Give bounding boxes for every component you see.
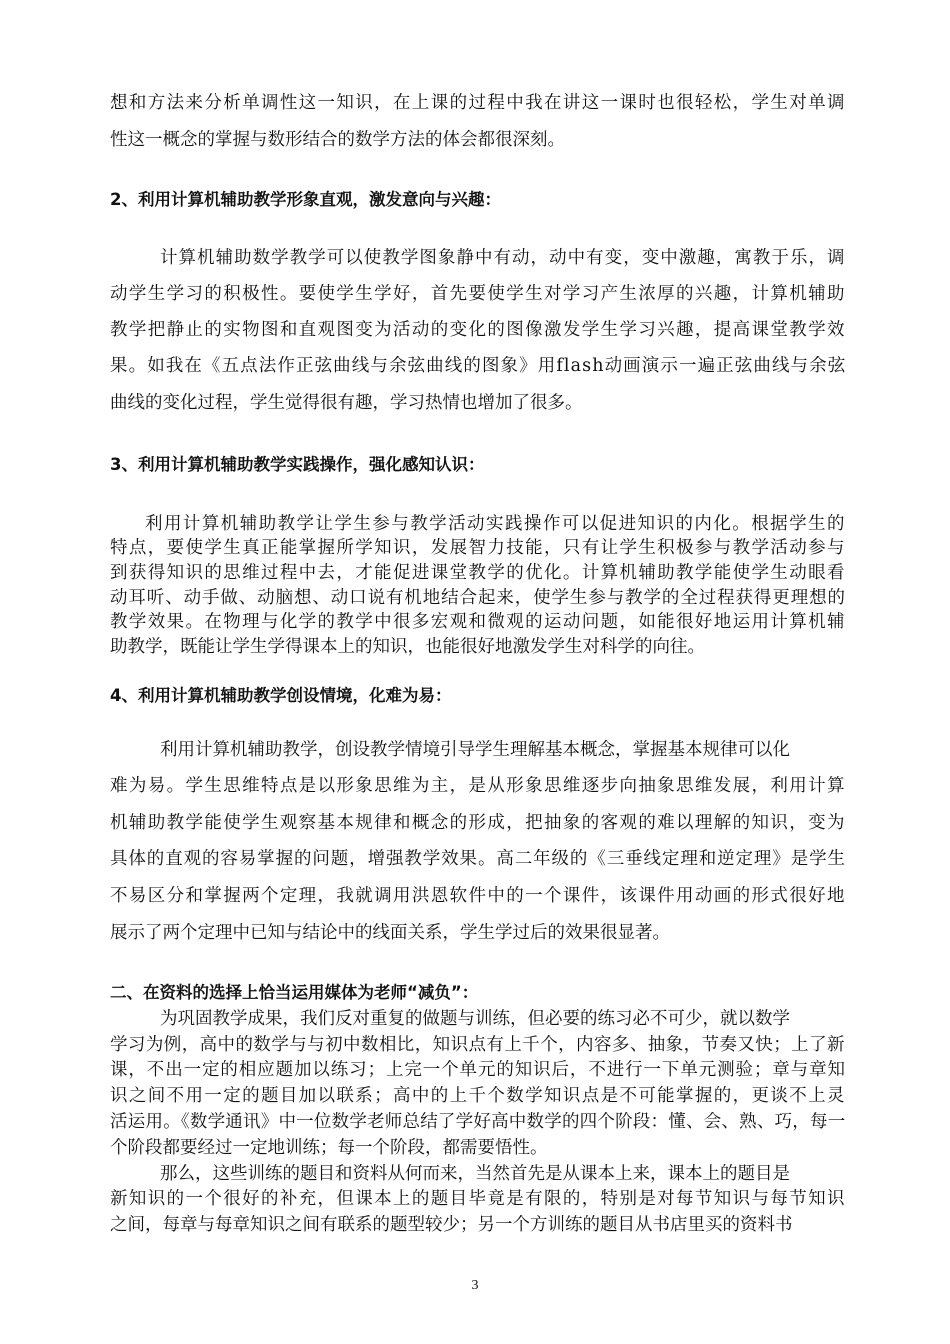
paragraph-line: 助教学，既能让学生学得课本上的知识，也能很好地激发学生对科学的向往。	[110, 637, 705, 657]
section-heading: 二、在资料的选择上恰当运用媒体为老师“减负”：	[110, 983, 479, 1002]
paragraph-line: 教学把静止的实物图和直观图变为活动的变化的图像激发学生学习兴趣，提高课堂教学效	[110, 320, 846, 340]
paragraph-line: 难为易。学生思维特点是以形象思维为主，是从形象思维逐步向抽象思维发展，利用计算	[110, 776, 846, 796]
paragraph-line: 动学生学习的积极性。要使学生学好，首先要使学生对学习产生浓厚的兴趣，计算机辅助	[110, 284, 846, 304]
page-number: 3	[471, 1278, 479, 1293]
paragraph-line: 之间，每章与每章知识之间有联系的题型较少；另一个方训练的题目从书店里买的资料书	[110, 1215, 793, 1235]
paragraph-line: 活运用。《数学通讯》中一位数学老师总结了学好高中数学的四个阶段：懂、会、熟、巧，每一	[110, 1112, 846, 1132]
paragraph-line: 展示了两个定理中已知与结论中的线面关系，学生学过后的效果很显著。	[110, 923, 670, 943]
paragraph-line: 具体的直观的容易掌握的问题，增强教学效果。高二年级的《三垂线定理和逆定理》是学生	[110, 849, 846, 869]
paragraph-line: 到获得知识的思维过程中去，才能促进课堂教学的优化。计算机辅助教学能使学生动眼看	[110, 563, 846, 583]
paragraph-line: 动耳听、动手做、动脑想、动口说有机地结合起来，使学生参与教学的全过程获得更理想的	[110, 588, 846, 608]
paragraph-line: 为巩固教学成果，我们反对重复的做题与训练，但必要的练习必不可少，就以数学	[160, 1009, 790, 1029]
paragraph-line: 不易区分和掌握两个定理，我就调用洪恩软件中的一个课件，该课件用动画的形式很好地	[110, 886, 846, 906]
section-heading: 3、利用计算机辅助教学实践操作，强化感知认识：	[110, 455, 485, 474]
paragraph-line: 机辅助教学能使学生观察基本规律和概念的形成，把抽象的客观的难以理解的知识，变为	[110, 813, 846, 833]
paragraph-line: 利用计算机辅助教学，创设教学情境引导学生理解基本概念，掌握基本规律可以化	[160, 740, 790, 760]
paragraph-line: 教学效果。在物理与化学的教学中很多宏观和微观的运动问题，如能很好地运用计算机辅	[110, 612, 846, 632]
paragraph-line: 新知识的一个很好的补充，但课本上的题目毕竟是有限的，特别是对每节知识与每节知识	[110, 1189, 846, 1209]
paragraph-line: 利用计算机辅助教学让学生参与教学活动实践操作可以促进知识的内化。根据学生的	[145, 514, 846, 534]
paragraph-line: 特点，要使学生真正能掌握所学知识，发展智力技能，只有让学生积极参与教学活动参与	[110, 538, 846, 558]
paragraph-line: 学习为例，高中的数学与与初中数相比，知识点有上千个，内容多、抽象，节奏又快；上了新	[110, 1035, 845, 1055]
paragraph-line: 个阶段都要经过一定地训练；每一个阶段，都需要悟性。	[110, 1138, 548, 1158]
paragraph-line: 课，不出一定的相应题加以练习；上完一个单元的知识后，不进行一下单元测验；章与章知	[110, 1060, 846, 1080]
paragraph-line: 那么，这些训练的题目和资料从何而来，当然首先是从课本上来，课本上的题目是	[160, 1164, 790, 1184]
paragraph-line: 果。如我在《五点法作正弦曲线与余弦曲线的图象》用flash动画演示一遍正弦曲线与余弦	[110, 356, 847, 376]
section-heading: 4、利用计算机辅助教学创设情境，化难为易：	[110, 686, 452, 705]
section-heading: 2、利用计算机辅助教学形象直观，激发意向与兴趣：	[110, 190, 501, 209]
paragraph-line: 曲线的变化过程，学生觉得很有趣，学习热情也增加了很多。	[110, 393, 583, 413]
paragraph-line: 识之间不用一定的题目加以联系；高中的上千个数学知识点是不可能掌握的，更谈不上灵	[110, 1086, 846, 1106]
paragraph-line: 性这一概念的掌握与数形结合的数学方法的体会都很深刻。	[110, 130, 565, 150]
paragraph-line: 计算机辅助数学教学可以使教学图象静中有动，动中有变，变中激趣，寓教于乐，调	[160, 248, 846, 268]
paragraph-line: 想和方法来分析单调性这一知识，在上课的过程中我在讲这一课时也很轻松，学生对单调	[110, 93, 846, 113]
